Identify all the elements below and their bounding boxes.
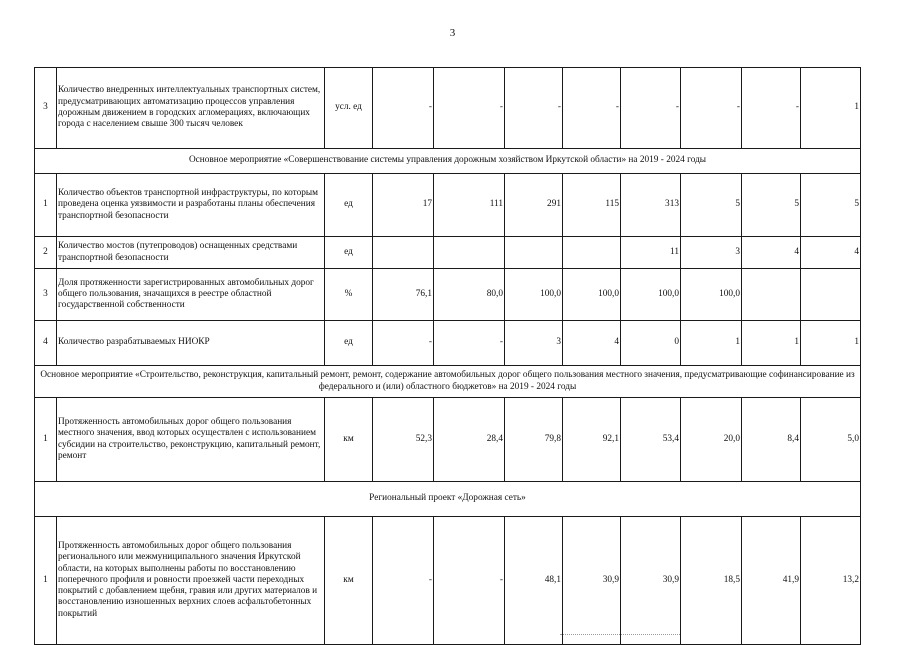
unit-of-measure: усл. ед [325,68,373,149]
row-number: 3 [35,269,57,321]
unit-of-measure: ед [325,237,373,269]
value-cell: 5 [801,174,861,237]
table-row [35,237,861,269]
value-cell: 17 [373,174,434,237]
section-title: Основное мероприятие «Строительство, реконструкция, капитальный ремонт, ремонт, содержание автомобильных дорог общего пользования местного значения, предусматривающие софинансирование из федерального и (или) областного бюджетов» на 2019 - 2024 годы [35,366,861,398]
value-cell: 5 [681,174,742,237]
value-cell: 1 [742,321,801,366]
value-cell: 1 [681,321,742,366]
section-title: Основное мероприятие «Совершенствование системы управления дорожным хозяйством Иркутской области» на 2019 - 2024 годы [35,149,861,174]
value-cell: 80,0 [434,269,505,321]
unit-of-measure: км [325,517,373,645]
indicator-name: Протяженность автомобильных дорог общего пользования местного значения, ввод которых осуществлен с использованием субсидии на строительство, реконструкцию, капитальный ремонт, ремонт [57,398,325,482]
value-cell: 313 [621,174,681,237]
value-cell: 76,1 [373,269,434,321]
value-cell: 30,9 [563,517,621,645]
value-cell: 100,0 [563,269,621,321]
value-cell: 100,0 [621,269,681,321]
section-title: Региональный проект «Дорожная сеть» [35,482,861,517]
value-cell: 41,9 [742,517,801,645]
value-cell: 5,0 [801,398,861,482]
unit-of-measure: ед [325,321,373,366]
value-cell: 48,1 [505,517,563,645]
value-cell: - [373,68,434,149]
value-cell: 0 [621,321,681,366]
value-cell: - [742,68,801,149]
row-number: 4 [35,321,57,366]
table-row [35,174,861,237]
value-cell: - [373,517,434,645]
indicators-table [34,67,861,645]
value-cell: 4 [742,237,801,269]
value-cell: 3 [505,321,563,366]
indicator-name: Количество мостов (путепроводов) оснащенных средствами транспортной безопасности [57,237,325,269]
value-cell: 30,9 [621,517,681,645]
table-row [35,321,861,366]
value-cell: 1 [801,321,861,366]
value-cell: 53,4 [621,398,681,482]
table-row [35,398,861,482]
value-cell: 111 [434,174,505,237]
indicator-name: Количество разрабатываемых НИОКР [57,321,325,366]
value-cell: - [505,68,563,149]
indicator-name: Количество объектов транспортной инфраструктуры, по которым проведена оценка уязвимости и разработаны планы обеспечения транспортной безопасности [57,174,325,237]
unit-of-measure: ед [325,174,373,237]
unit-of-measure: км [325,398,373,482]
value-cell: - [563,68,621,149]
value-cell: 28,4 [434,398,505,482]
value-cell: 100,0 [505,269,563,321]
value-cell: 92,1 [563,398,621,482]
value-cell [801,269,861,321]
value-cell: 291 [505,174,563,237]
row-number: 3 [35,68,57,149]
value-cell: 20,0 [681,398,742,482]
indicator-name: Протяженность автомобильных дорог общего пользования регионального или межмуниципального значения Иркутской области, на которых выполнены работы по восстановлению поперечного профиля и ровности проезжей части переходных покрытий с добавлением щебня, гравия или других материалов и восстановлению изношенных верхних слоев асфальтобетонных покрытий [57,517,325,645]
value-cell: - [373,321,434,366]
row-number: 2 [35,237,57,269]
table-row [35,269,861,321]
scan-artifact [560,634,680,639]
value-cell: 5 [742,174,801,237]
value-cell: 1 [801,68,861,149]
value-cell: - [434,321,505,366]
value-cell: 4 [563,321,621,366]
value-cell: 4 [801,237,861,269]
row-number: 1 [35,517,57,645]
table-row [35,517,861,645]
value-cell: 13,2 [801,517,861,645]
value-cell: - [621,68,681,149]
value-cell: - [434,68,505,149]
value-cell: - [434,517,505,645]
value-cell [434,237,505,269]
value-cell: 115 [563,174,621,237]
value-cell [563,237,621,269]
value-cell [505,237,563,269]
value-cell [742,269,801,321]
value-cell [373,237,434,269]
unit-of-measure: % [325,269,373,321]
value-cell: 18,5 [681,517,742,645]
value-cell: 11 [621,237,681,269]
value-cell: 3 [681,237,742,269]
indicator-name: Доля протяженности зарегистрированных автомобильных дорог общего пользования, значащихся в реестре областной государственной собственности [57,269,325,321]
section-header-row [35,149,861,174]
indicator-name: Количество внедренных интеллектуальных транспортных систем, предусматривающих автоматизацию процессов управления дорожным движением в городских агломерациях, включающих города с населением свыше 300 тысяч человек [57,68,325,149]
page-number: 3 [449,27,456,39]
section-header-row [35,482,861,517]
section-header-row [35,366,861,398]
value-cell: 52,3 [373,398,434,482]
row-number: 1 [35,398,57,482]
value-cell: 79,8 [505,398,563,482]
value-cell: 100,0 [681,269,742,321]
value-cell: 8,4 [742,398,801,482]
row-number: 1 [35,174,57,237]
value-cell: - [681,68,742,149]
table-row [35,68,861,149]
